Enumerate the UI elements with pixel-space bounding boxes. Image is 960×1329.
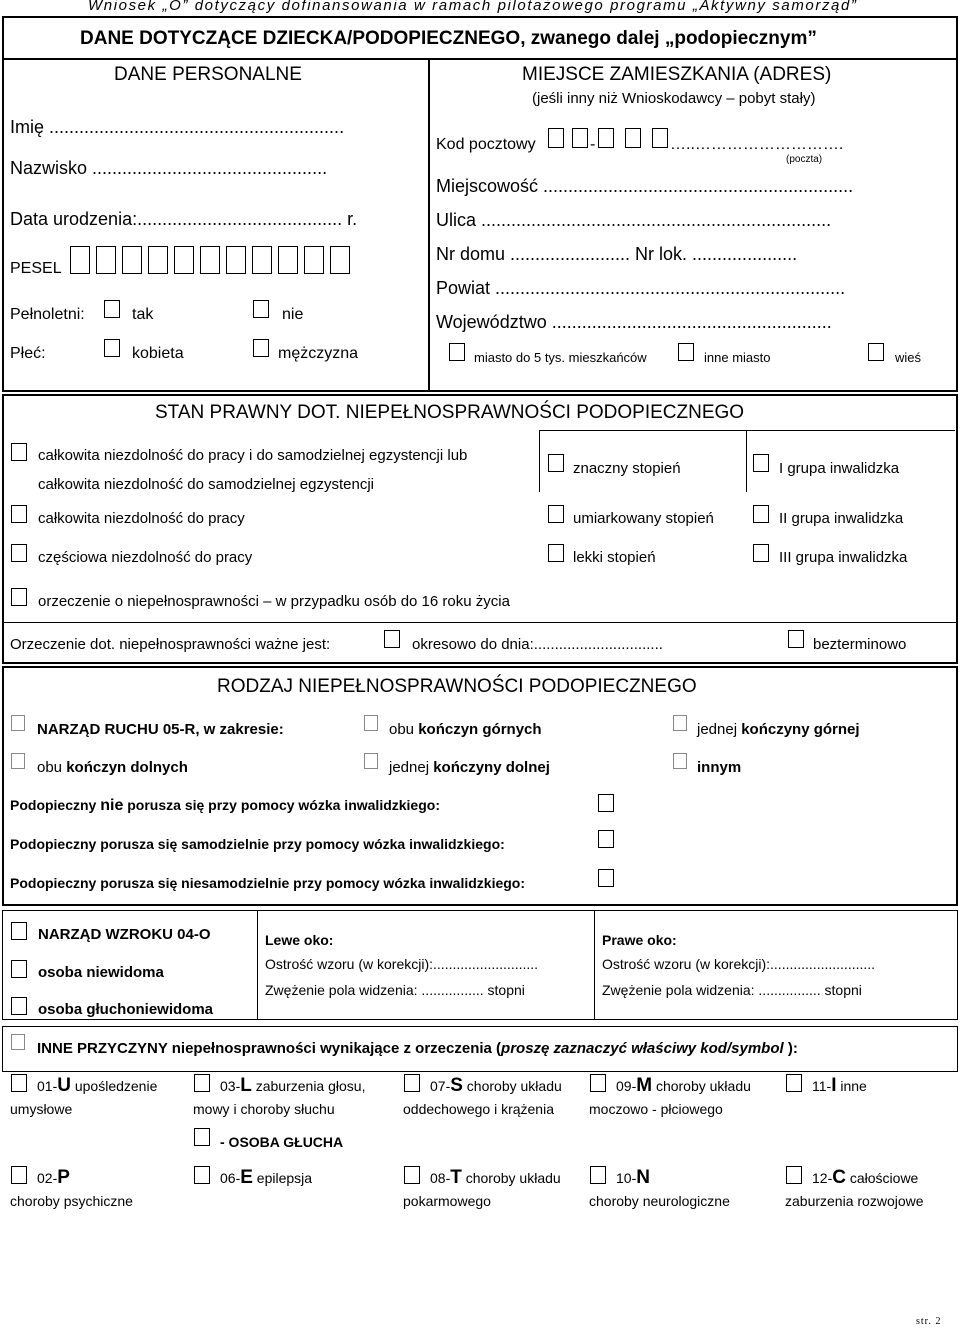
cause-code-checkbox[interactable] [194,1074,210,1092]
wheelchair-no-label [10,797,440,815]
divider [2,622,958,623]
female-checkbox[interactable] [104,339,120,357]
disability-type-title: RODZAJ NIEPEŁNOSPRAWNOŚCI PODOPIECZNEGO [217,676,697,697]
cause-code-checkbox[interactable] [404,1074,420,1092]
personal-title: DANE PERSONALNE [114,64,302,85]
child-certificate-label: orzeczenie o niepełnosprawności – w przypadku osób do 16 roku życia [38,593,510,610]
pesel-label: PESEL [10,260,62,277]
cause-code-description-line2: pokarmowego [403,1193,491,1209]
post-office-field[interactable]: …..………………………. [670,136,844,153]
divider [2,58,958,60]
one-upper-checkbox[interactable] [673,715,687,731]
cause-code-letter: S [450,1075,463,1096]
cause-code-label [37,1167,70,1189]
text: kończyny dolnej [433,759,550,776]
cause-code-checkbox[interactable] [194,1166,210,1184]
cause-code-number: 12- [812,1170,833,1186]
other-causes-checkbox[interactable] [11,1034,25,1050]
cause-code-description: choroby układu [461,1170,561,1186]
disability-type-frame [2,666,958,906]
postal-digit-4[interactable] [625,128,641,148]
both-lower-label [37,759,188,776]
deaf-label: - OSOBA GŁUCHA [220,1134,344,1150]
voivodeship-field[interactable]: Województwo ........................................................ [436,312,832,332]
form-header: Wniosek „O” dotyczący dofinansowania w ramach pilotażowego programu „Aktywny samorząd” [88,0,858,14]
wheelchair-self-label: Podopieczny porusza się samodzielnie przy pomocy wózka inwalidzkiego: [10,836,505,852]
cause-code-letter: E [240,1167,253,1188]
cause-code-letter: N [636,1167,650,1188]
cause-code-checkbox[interactable] [404,1166,420,1184]
text: porusza się przy pomocy wózka inwalidzkiego: [123,797,440,813]
cause-code-description-line2: choroby neurologiczne [589,1193,730,1209]
cause-code-letter: M [636,1075,653,1096]
partial-incapacity-label: częściowa niezdolność do pracy [38,549,253,566]
pesel-digit-box[interactable] [96,246,116,274]
text: ): [783,1040,798,1057]
cause-code-description-line2: choroby psychiczne [10,1193,133,1209]
one-upper-label [697,721,860,738]
periodic-checkbox[interactable] [384,630,400,648]
divider [257,910,258,1020]
group-3-label: III grupa inwalidzka [779,549,908,566]
cause-code-description: inne [836,1078,867,1094]
pesel-digit-box[interactable] [200,246,220,274]
text: kończyn górnych [418,721,542,738]
male-checkbox[interactable] [253,339,269,357]
text: jednej [389,759,434,776]
divider [594,910,595,1020]
cause-code-checkbox[interactable] [786,1074,802,1092]
blind-label: osoba niewidoma [38,964,164,981]
both-lower-checkbox[interactable] [11,753,25,769]
adult-no-label: nie [282,306,304,323]
cause-code-description: zaburzenia głosu, [251,1078,366,1094]
validity-label: Orzeczenie dot. niepełnosprawności ważne jest: [10,636,331,653]
adult-no-checkbox[interactable] [253,300,269,318]
first-name-field[interactable]: Imię ........................................................... [10,117,345,137]
child-certificate-checkbox[interactable] [11,588,27,606]
cause-code-number: 09- [616,1078,637,1094]
pesel-digit-box[interactable] [148,246,168,274]
incapacity-full-label-2: całkowita niezdolność do samodzielnej egzystencji [38,476,375,493]
cause-code-letter: P [57,1167,70,1188]
left-eye-acuity-field[interactable]: Ostrość wzoru (w korekcji):........................... [265,956,539,972]
deaf-checkbox[interactable] [194,1128,210,1146]
other-causes-title [37,1040,798,1057]
vision-organ-label: NARZĄD WZROKU 04-O [38,926,211,943]
group-1-label: I grupa inwalidzka [779,460,900,477]
cause-code-description-line2: oddechowego i krążenia [403,1101,554,1117]
pesel-digit-box[interactable] [304,246,324,274]
cause-code-description-line2: zaburzenia rozwojowe [785,1193,924,1209]
sex-label: Płeć: [10,345,46,362]
partial-incapacity-checkbox[interactable] [11,544,27,562]
light-degree-label: lekki stopień [573,549,656,566]
vision-organ-checkbox[interactable] [11,922,27,940]
cause-code-description: całościowe [845,1170,919,1186]
address-title: MIEJSCE ZAMIESZKANIA (ADRES) [522,64,832,85]
pesel-digit-box[interactable] [70,246,90,274]
cause-code-number: 01- [37,1078,58,1094]
other-motor-checkbox[interactable] [673,753,687,769]
cause-code-label [430,1167,561,1189]
adult-label: Pełnoletni: [10,306,85,323]
cause-code-letter: I [831,1075,837,1096]
text: obu [389,721,419,738]
incapacity-full-checkbox[interactable] [11,443,27,461]
group-3-checkbox[interactable] [753,544,769,562]
last-name-field[interactable]: Nazwisko ............................................... [10,158,328,178]
cause-code-number: 03- [220,1078,241,1094]
male-label: mężczyzna [278,345,359,362]
cause-code-number: 02- [37,1170,58,1186]
pesel-digit-box[interactable] [252,246,272,274]
cause-code-description: choroby układu [462,1078,562,1094]
cause-code-label [220,1167,312,1189]
street-field[interactable]: Ulica ...................................................................... [436,210,832,230]
adult-yes-label: tak [132,306,154,323]
address-subtitle: (jeśli inny niż Wnioskodawcy – pobyt stały) [532,90,816,107]
pesel-digit-box[interactable] [278,246,298,274]
cause-code-label [616,1167,650,1189]
postal-dash: - [590,136,596,153]
text: jednej [697,721,742,738]
group-1-checkbox[interactable] [753,454,769,472]
text: INNE PRZYCZYNY niepełnosprawności wynikające z orzeczenia ( [37,1040,502,1057]
text: kończyny górnej [741,721,860,738]
left-eye-field-field[interactable]: Zwężenie pola widzenia: ................ stopni [265,982,525,998]
cause-code-number: 06- [220,1170,241,1186]
pesel-digit-box[interactable] [226,246,246,274]
motor-organ-checkbox[interactable] [11,715,25,731]
divider [539,430,955,431]
both-upper-label [389,721,542,738]
text: proszę zaznaczyć właściwy kod/symbol [501,1040,784,1057]
post-office-caption: (poczta) [786,154,823,165]
cause-code-description: epilepsja [252,1170,313,1186]
deafblind-label: osoba głuchoniewidoma [38,1001,214,1018]
pesel-digit-box[interactable] [330,246,350,274]
other-city-label: inne miasto [704,350,771,365]
district-field[interactable]: Powiat ...................................................................... [436,278,846,298]
cause-code-label [37,1075,157,1097]
house-number-field[interactable]: Nr domu ........................ Nr lok. ..................... [436,244,798,264]
cause-code-label [812,1167,918,1189]
cause-code-letter: U [57,1075,71,1096]
postal-digit-1[interactable] [548,128,564,148]
one-lower-checkbox[interactable] [364,753,378,769]
page-number: str. 2 [916,1316,942,1327]
indefinite-checkbox[interactable] [788,630,804,648]
cause-code-checkbox[interactable] [590,1074,606,1092]
motor-organ-label: NARZĄD RUCHU 05-R, w zakresie: [37,721,284,738]
text: obu [37,759,67,776]
female-label: kobieta [132,345,184,362]
cause-code-letter: C [832,1167,846,1188]
text: kończyn dolnych [66,759,188,776]
moderate-degree-label: umiarkowany stopień [573,510,714,527]
cause-code-label [616,1075,751,1097]
postal-digit-3[interactable] [598,128,614,148]
group-2-checkbox[interactable] [753,505,769,523]
cause-code-number: 11- [812,1078,832,1094]
cause-code-number: 07- [430,1078,451,1094]
cause-code-description-line2: moczowo - płciowego [589,1101,723,1117]
incapacity-work-label: całkowita niezdolność do pracy [38,510,245,527]
adult-yes-checkbox[interactable] [104,300,120,318]
birth-date-field[interactable]: Data urodzenia:......................................... r. [10,209,358,229]
village-label: wieś [895,350,922,365]
right-eye-title: Prawe oko: [602,932,677,948]
cause-code-label [430,1075,562,1097]
section-title: DANE DOTYCZĄCE DZIECKA/PODOPIECZNEGO, zwanego dalej „podopiecznym” [80,28,817,49]
group-2-label: II grupa inwalidzka [779,510,904,527]
legal-title: STAN PRAWNY DOT. NIEPEŁNOSPRAWNOŚCI PODOPIECZNEGO [155,402,745,423]
postal-code-label: Kod pocztowy [436,136,536,153]
text: Podopieczny [10,797,101,813]
other-city-checkbox[interactable] [678,343,694,361]
right-eye-field-field[interactable]: Zwężenie pola widzenia: ................ stopni [602,982,862,998]
one-lower-label [389,759,550,776]
village-checkbox[interactable] [868,343,884,361]
pesel-digit-box[interactable] [122,246,142,274]
deafblind-checkbox[interactable] [11,997,27,1015]
city-field[interactable]: Miejscowość .............................................................. [436,176,854,196]
cause-code-label [220,1075,365,1097]
wheelchair-self-checkbox[interactable] [598,830,614,848]
cause-code-number: 10- [616,1170,637,1186]
blind-checkbox[interactable] [11,960,27,978]
cause-code-checkbox[interactable] [786,1166,802,1184]
wheelchair-no-checkbox[interactable] [598,794,614,812]
significant-degree-checkbox[interactable] [548,454,564,472]
light-degree-checkbox[interactable] [548,544,564,562]
right-eye-acuity-field[interactable]: Ostrość wzoru (w korekcji):........................... [602,956,876,972]
cause-code-letter: L [240,1075,252,1096]
cause-code-label [812,1075,867,1097]
cause-code-checkbox[interactable] [590,1166,606,1184]
moderate-degree-checkbox[interactable] [548,505,564,523]
cause-code-description-line2: mowy i choroby słuchu [193,1101,335,1117]
periodic-date-field[interactable]: okresowo do dnia:............................... [412,636,663,653]
divider [539,430,540,492]
town-small-label: miasto do 5 tys. mieszkańców [474,350,647,365]
significant-degree-label: znaczny stopień [573,460,681,477]
wheelchair-assisted-label: Podopieczny porusza się niesamodzielnie przy pomocy wózka inwalidzkiego: [10,875,526,891]
cause-code-description: upośledzenie [70,1078,158,1094]
legal-status-frame [2,394,958,664]
both-upper-checkbox[interactable] [364,715,378,731]
other-motor-label: innym [697,759,742,776]
pesel-digit-box[interactable] [174,246,194,274]
wheelchair-assisted-checkbox[interactable] [598,869,614,887]
divider [746,430,747,492]
incapacity-full-label: całkowita niezdolność do pracy i do samodzielnej egzystencji lub [38,447,468,464]
town-small-checkbox[interactable] [449,343,465,361]
cause-code-number: 08- [430,1170,451,1186]
text: nie [100,797,124,814]
postal-digit-2[interactable] [572,128,588,148]
cause-code-letter: T [450,1167,462,1188]
indefinite-label: bezterminowo [813,636,907,653]
cause-code-checkbox[interactable] [11,1074,27,1092]
left-eye-title: Lewe oko: [265,932,334,948]
cause-code-description: choroby układu [652,1078,751,1094]
postal-digit-5[interactable] [652,128,668,148]
column-divider [428,58,430,392]
cause-code-checkbox[interactable] [11,1166,27,1184]
incapacity-work-checkbox[interactable] [11,505,27,523]
cause-code-description-line2: umysłowe [10,1101,73,1117]
